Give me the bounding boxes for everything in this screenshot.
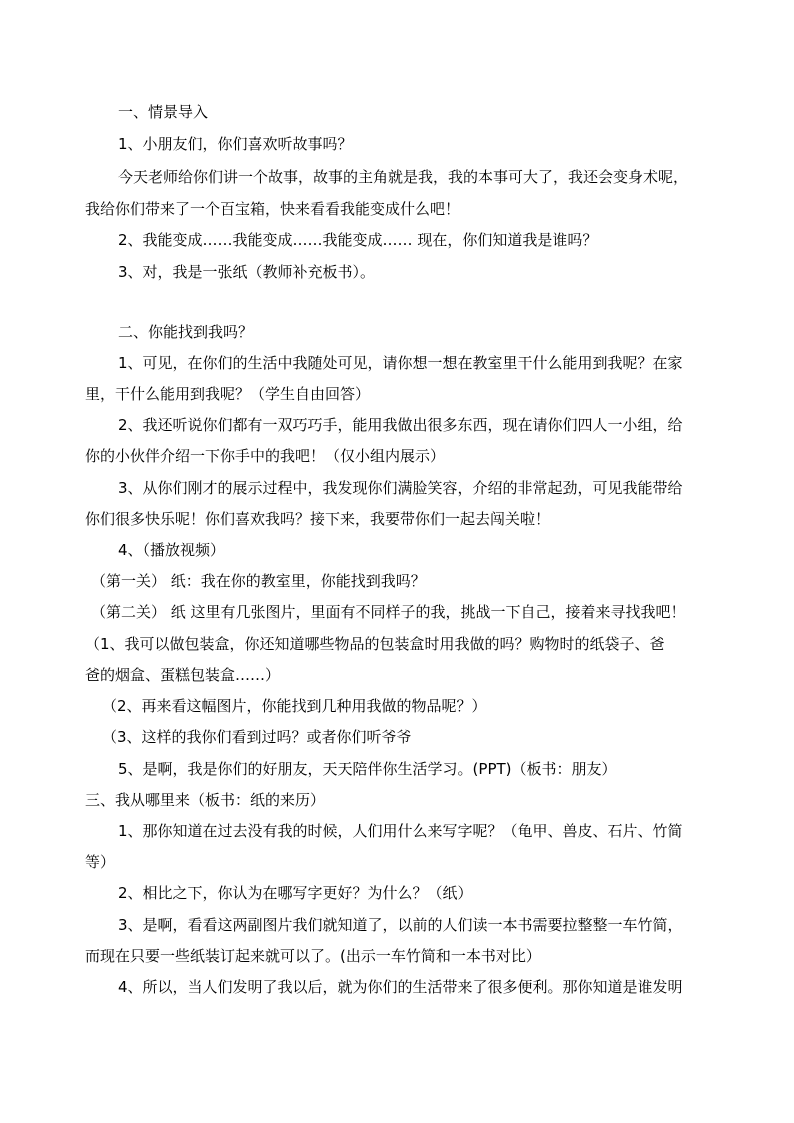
paragraph-line: 5、是啊，我是你们的好朋友，天天陪伴你生活学习。(PPT)（板书：朋友） — [118, 760, 617, 778]
paragraph-line: 1、小朋友们，你们喜欢听故事吗？ — [118, 135, 353, 153]
paragraph-line: 3、从你们刚才的展示过程中，我发现你们满脸笑容，介绍的非常起劲，可见我能带给 — [118, 479, 683, 497]
paragraph-line: 2、相比之下，你认为在哪写字更好？为什么？（纸） — [118, 884, 473, 902]
paragraph-line: 2、我还听说你们都有一双巧巧手，能用我做出很多东西，现在请你们四人一小组，给 — [118, 416, 683, 434]
paragraph-line: 里，干什么能用到我呢？（学生自由回答） — [85, 385, 371, 403]
paragraph-line: （2、再来看这幅图片，你能找到几种用我做的物品呢？） — [102, 697, 487, 715]
section-heading-1: 一、情景导入 — [118, 103, 209, 121]
paragraph-line: 我给你们带来了一个百宝箱，快来看看我能变成什么吧！ — [85, 200, 461, 218]
paragraph-line: （1、我可以做包装盒，你还知道哪些物品的包装盒时用我做的吗？购物时的纸袋子、爸 — [85, 635, 665, 653]
paragraph-line: 1、可见，在你们的生活中我随处可见，请你想一想在教室里干什么能用到我呢？在家 — [118, 354, 683, 372]
paragraph-line: 3、对，我是一张纸（教师补充板书）。 — [118, 263, 376, 281]
paragraph-line: 今天老师给你们讲一个故事，故事的主角就是我，我的本事可大了，我还会变身术呢， — [118, 168, 689, 186]
section-heading-3: 三、我从哪里来（板书：纸的来历） — [85, 791, 326, 809]
paragraph-line: 爸的烟盒、蛋糕包装盒……） — [85, 666, 281, 684]
paragraph-line: 你的小伙伴介绍一下你手中的我吧！（仅小组内展示） — [85, 447, 446, 465]
paragraph-line: 3、是啊，看看这两副图片我们就知道了，以前的人们读一本书需要拉整整一车竹简， — [118, 916, 683, 934]
paragraph-line: （第一关） 纸：我在你的教室里，你能找到我吗？ — [91, 572, 426, 590]
paragraph-line: 而现在只要一些纸装订起来就可以了。(出示一车竹简和一本书对比） — [85, 947, 541, 965]
section-heading-2: 二、你能找到我吗？ — [118, 323, 254, 341]
paragraph-line: 你们很多快乐呢！你们喜欢我吗？接下来，我要带你们一起去闯关啦！ — [85, 510, 551, 528]
paragraph-line: 等） — [85, 853, 116, 871]
paragraph-line: 4、（播放视频） — [118, 541, 226, 559]
paragraph-line: 1、那你知道在过去没有我的时候，人们用什么来写字呢？（龟甲、兽皮、石片、竹简 — [118, 822, 683, 840]
paragraph-line: 2、我能变成……我能变成……我能变成…… 现在，你们知道我是谁吗？ — [118, 231, 598, 249]
paragraph-line: （第二关） 纸 这里有几张图片，里面有不同样子的我，挑战一下自己，接着来寻找我吧！ — [91, 603, 686, 621]
paragraph-line: 4、所以，当人们发明了我以后，就为你们的生活带来了很多便利。那你知道是谁发明 — [118, 978, 683, 996]
paragraph-line: （3、这样的我你们看到过吗？或者你们听爷爷 — [102, 728, 412, 746]
